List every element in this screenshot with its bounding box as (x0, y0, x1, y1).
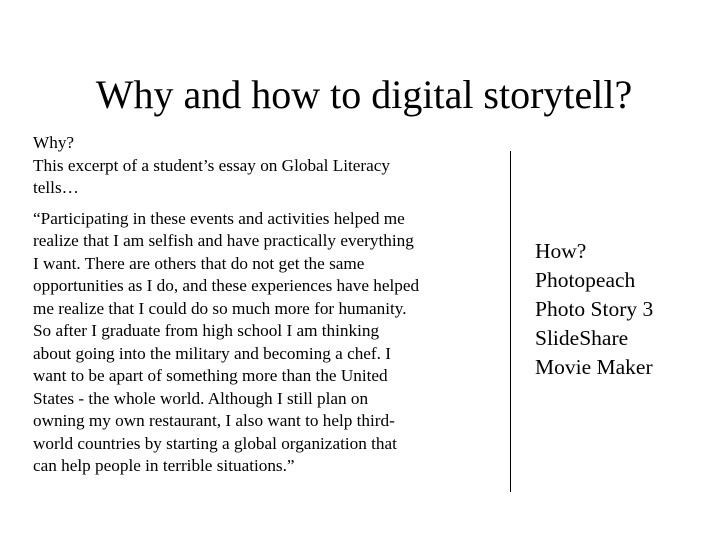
quote-line: opportunities as I do, and these experiences have helped (33, 276, 420, 295)
tool-item-slideshare: SlideShare (535, 326, 629, 350)
quote-line: States - the whole world. Although I still plan on (33, 388, 369, 408)
quote-line: want to be apart of something more than the United (33, 366, 388, 385)
quote-line: about going into the military and becoming a chef. I (33, 343, 391, 363)
slide-title: Why and how to digital storytell? (95, 72, 633, 117)
intro-text-line: tells… (33, 178, 79, 197)
quote-line: “Participating in these events and activities helped me (33, 208, 405, 228)
intro-text-line: This excerpt of a student’s essay on Global Literacy (33, 155, 391, 175)
quote-line: So after I graduate from high school I am thinking (33, 321, 380, 340)
quote-line: I want. There are others that do not get the same (33, 253, 365, 273)
quote-line: realize that I am selfish and have practically everything (33, 231, 414, 250)
tool-item-photo-story: Photo Story 3 (535, 297, 654, 321)
tool-item-photopeach: Photopeach (535, 268, 636, 292)
student-essay-quote (33, 208, 498, 478)
tool-item-movie-maker: Movie Maker (535, 355, 653, 379)
why-intro (33, 132, 498, 200)
why-section (33, 132, 498, 478)
quote-line: me realize that I could do so much more for humanity. (33, 298, 407, 318)
why-heading: Why? (33, 133, 75, 152)
column-divider (510, 151, 511, 492)
quote-line: owning my own restaurant, I also want to help third- (33, 411, 395, 430)
how-heading: How? (535, 239, 587, 263)
quote-line: can help people in terrible situations.” (33, 456, 295, 475)
how-section (535, 237, 653, 382)
quote-line: world countries by starting a global organization that (33, 433, 397, 453)
